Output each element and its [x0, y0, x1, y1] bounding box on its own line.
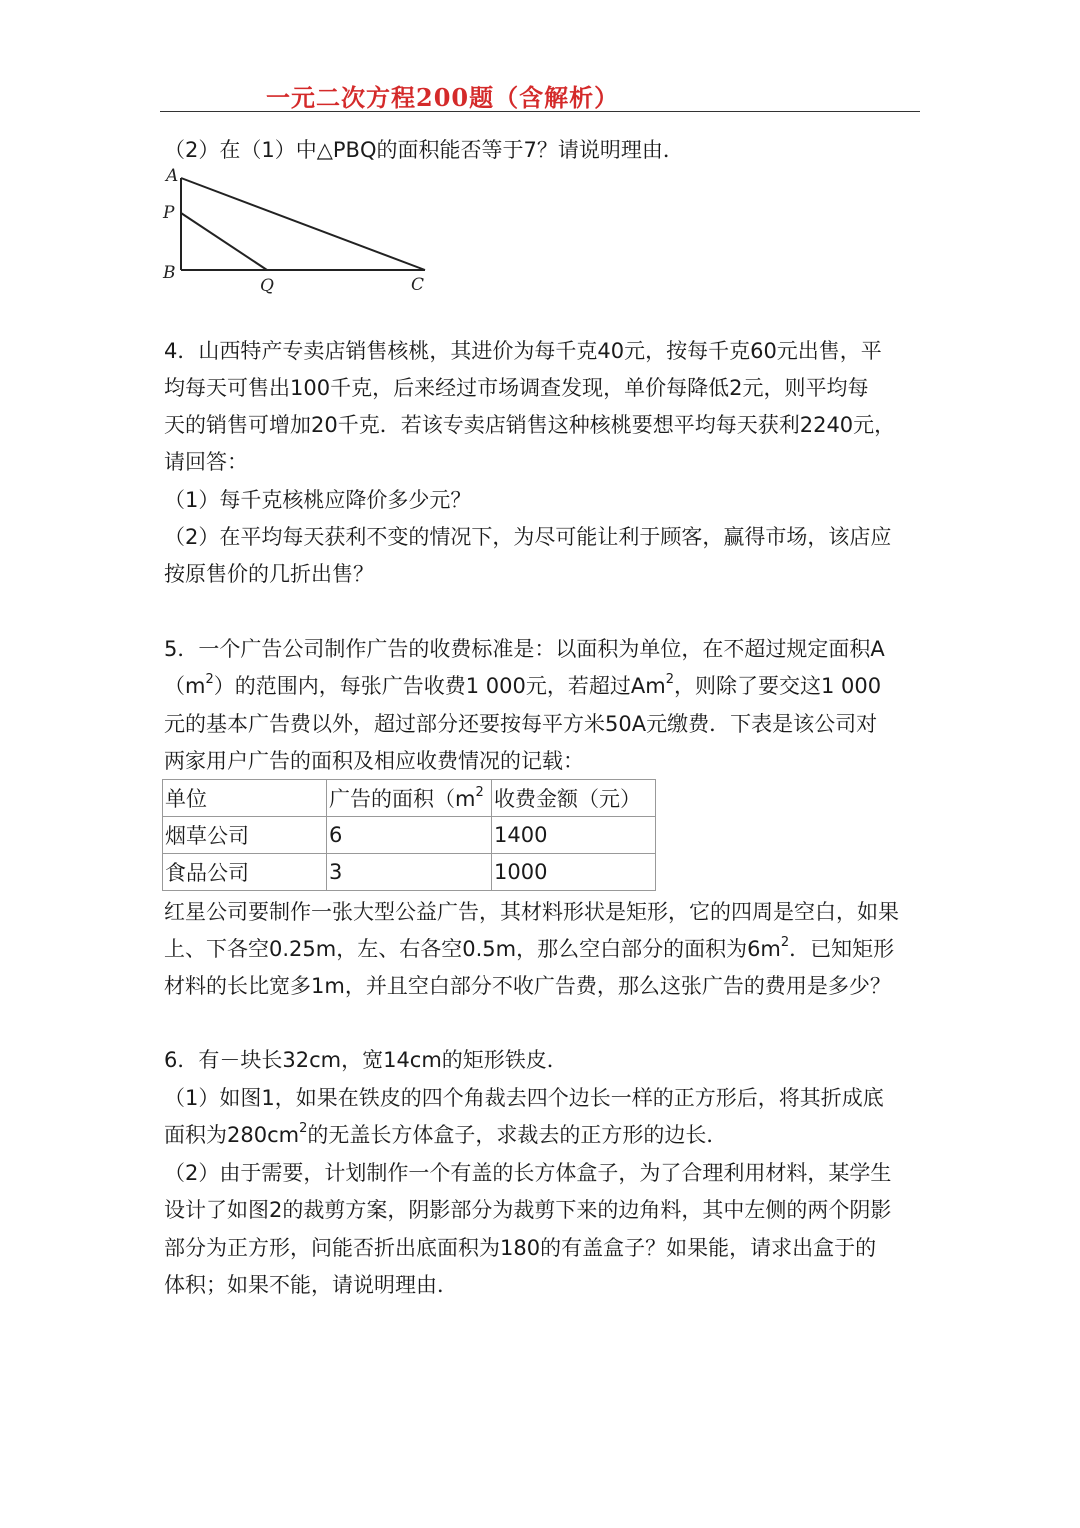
table-cell: 1400 [492, 817, 656, 854]
q5-line-1: 5．一个广告公司制作广告的收费标准是：以面积为单位，在不超过规定面积A [164, 637, 885, 661]
table-row [163, 817, 656, 854]
document-title: 一元二次方程200题（含解析） [266, 83, 620, 112]
label-q: Q [260, 276, 274, 296]
segment-ac [181, 178, 425, 270]
q6-line-7: 体积；如果不能，请说明理由． [164, 1273, 458, 1297]
q4-line-2: 均每天可售出100千克，后来经过市场调查发现，单价每降低2元，则平均每 [164, 376, 869, 400]
fee-table [162, 779, 656, 891]
q5-after-2: 上、下各空0.25m，左、右各空0.5m，那么空白部分的面积为$6m^2$．已知矩形 [164, 935, 895, 961]
q5-line-2: $(m^2)$的范围内，每张广告收费1 000元，若超过Am$^2$，则除了要交这1 000 [164, 672, 882, 698]
q5-line-4: 两家用户广告的面积及相应收费情况的记载： [164, 749, 584, 773]
label-a: A [166, 166, 179, 186]
header-cell-fee: 收费金额（元） [492, 780, 656, 817]
q4-line-4: 请回答： [164, 450, 248, 474]
q4-line-3: 天的销售可增加20千克．若该专卖店销售这种核桃要想平均每天获利2240元， [164, 413, 896, 437]
header-cell-area: 广告的面积（$m^2$ [327, 780, 492, 817]
table-cell: 食品公司 [163, 854, 327, 891]
q5-line-3: 元的基本广告费以外，超过部分还要按每平方米50A元缴费．下表是该公司对 [164, 712, 878, 736]
q4-line-6: （2）在平均每天获利不变的情况下，为尽可能让利于顾客，赢得市场，该店应 [164, 525, 892, 549]
q5-after-3: 材料的长比宽多1m，并且空白部分不收广告费，那么这张广告的费用是多少？ [164, 974, 891, 998]
triangle-figure [158, 160, 448, 300]
q6-line-5: 设计了如图2的裁剪方案，阴影部分为裁剪下来的边角料，其中左侧的两个阴影 [164, 1198, 892, 1222]
table-cell: 烟草公司 [163, 817, 327, 854]
q6-line-1: 6．有－块长32cm，宽14cm的矩形铁皮． [164, 1048, 568, 1072]
table-row [163, 854, 656, 891]
q6-line-3: 面积为$280cm^2$的无盖长方体盒子，求裁去的正方形的边长． [164, 1121, 728, 1147]
label-c: C [411, 275, 425, 295]
header-divider [160, 111, 920, 112]
q6-line-4: （2）由于需要，计划制作一个有盖的长方体盒子，为了合理利用材料，某学生 [164, 1161, 892, 1185]
header-cell-unit: 单位 [163, 780, 327, 817]
q4-line-1: 4．山西特产专卖店销售核桃，其进价为每千克40元，按每千克60元出售，平 [164, 339, 882, 363]
table-cell: 3 [327, 854, 492, 891]
table-cell: 1000 [492, 854, 656, 891]
q3-part2: （2）在（1）中△PBQ的面积能否等于7？请说明理由． [164, 138, 684, 162]
table-cell: 6 [327, 817, 492, 854]
q6-line-6: 部分为正方形，问能否折出底面积为180的有盖盒子？如果能，请求出盒于的 [164, 1236, 877, 1260]
q4-line-7: 按原售价的几折出售？ [164, 562, 374, 586]
segment-pq [181, 213, 267, 270]
q4-line-5: （1）每千克核桃应降价多少元？ [164, 488, 472, 512]
label-b: B [163, 263, 176, 283]
q6-line-2: （1）如图1，如果在铁皮的四个角裁去四个边长一样的正方形后，将其折成底 [164, 1086, 884, 1110]
q5-after-1: 红星公司要制作一张大型公益广告，其材料形状是矩形，它的四周是空白，如果 [164, 900, 899, 924]
table-header-row [163, 780, 656, 817]
label-p: P [163, 203, 175, 223]
